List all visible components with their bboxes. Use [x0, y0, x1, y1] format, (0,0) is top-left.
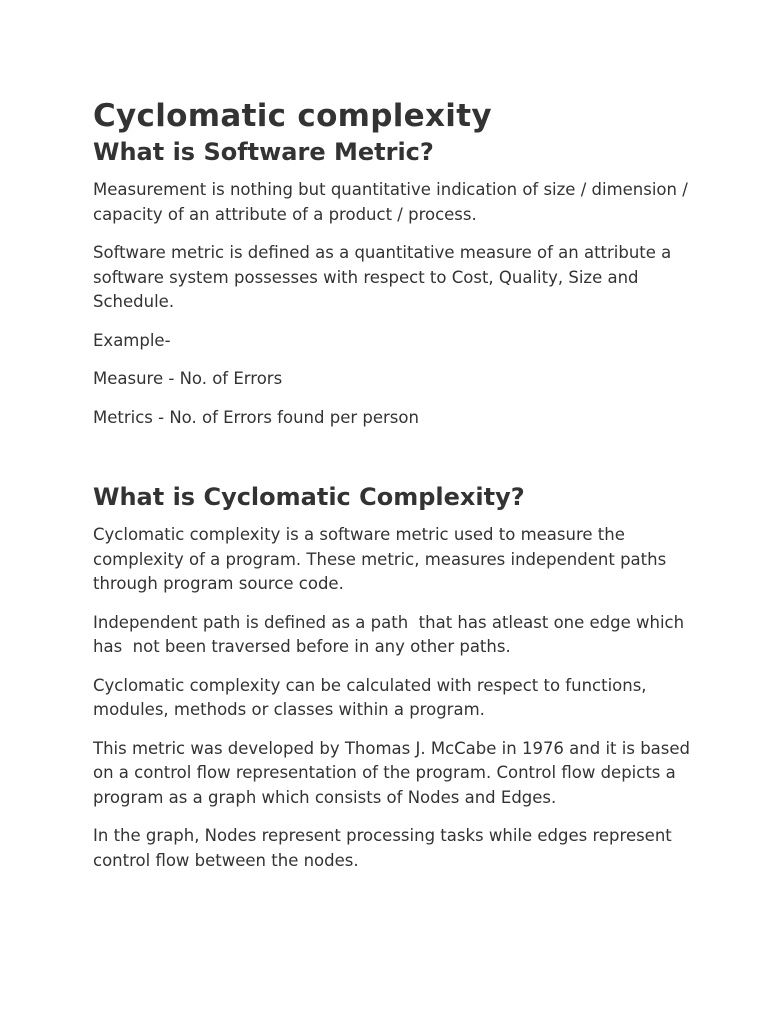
paragraph-measurement-definition: Measurement is nothing but quantitative indication of size / dimension / capacity of an attribute of a product / process.	[93, 180, 688, 224]
document-title: Cyclomatic complexity	[93, 98, 492, 134]
section-software-metric	[93, 136, 693, 430]
section-cyclomatic-complexity	[93, 481, 693, 873]
paragraph-metrics-example: Metrics - No. of Errors found per person	[93, 407, 419, 427]
paragraph-graph-nodes-edges: In the graph, Nodes represent processing tasks while edges represent control flow between the nodes.	[93, 826, 672, 870]
section-heading-cyclomatic-complexity: What is Cyclomatic Complexity?	[93, 483, 525, 511]
paragraph-cc-scope: Cyclomatic complexity can be calculated with respect to functions, modules, methods or classes within a program.	[93, 675, 647, 719]
paragraph-measure-example: Measure - No. of Errors	[93, 369, 283, 388]
paragraph-mccabe-history: This metric was developed by Thomas J. McCabe in 1976 and it is based on a control flow representation of the program. Control flow depicts a program as a graph which consists of Nodes and Edges.	[93, 738, 690, 807]
paragraph-independent-path: Independent path is defined as a path that has atleast one edge which has not been traversed before in any other paths.	[93, 612, 690, 656]
paragraph-software-metric-definition: Software metric is defined as a quantitative measure of an attribute a software system possesses with respect to Cost, Quality, Size and Schedule.	[93, 243, 672, 311]
section-heading-software-metric: What is Software Metric?	[93, 138, 434, 166]
paragraph-example-label: Example-	[93, 330, 171, 350]
document-page	[93, 96, 693, 873]
paragraph-cc-definition: Cyclomatic complexity is a software metric used to measure the complexity of a program. These metric, measures independent paths through program source code.	[93, 525, 667, 593]
